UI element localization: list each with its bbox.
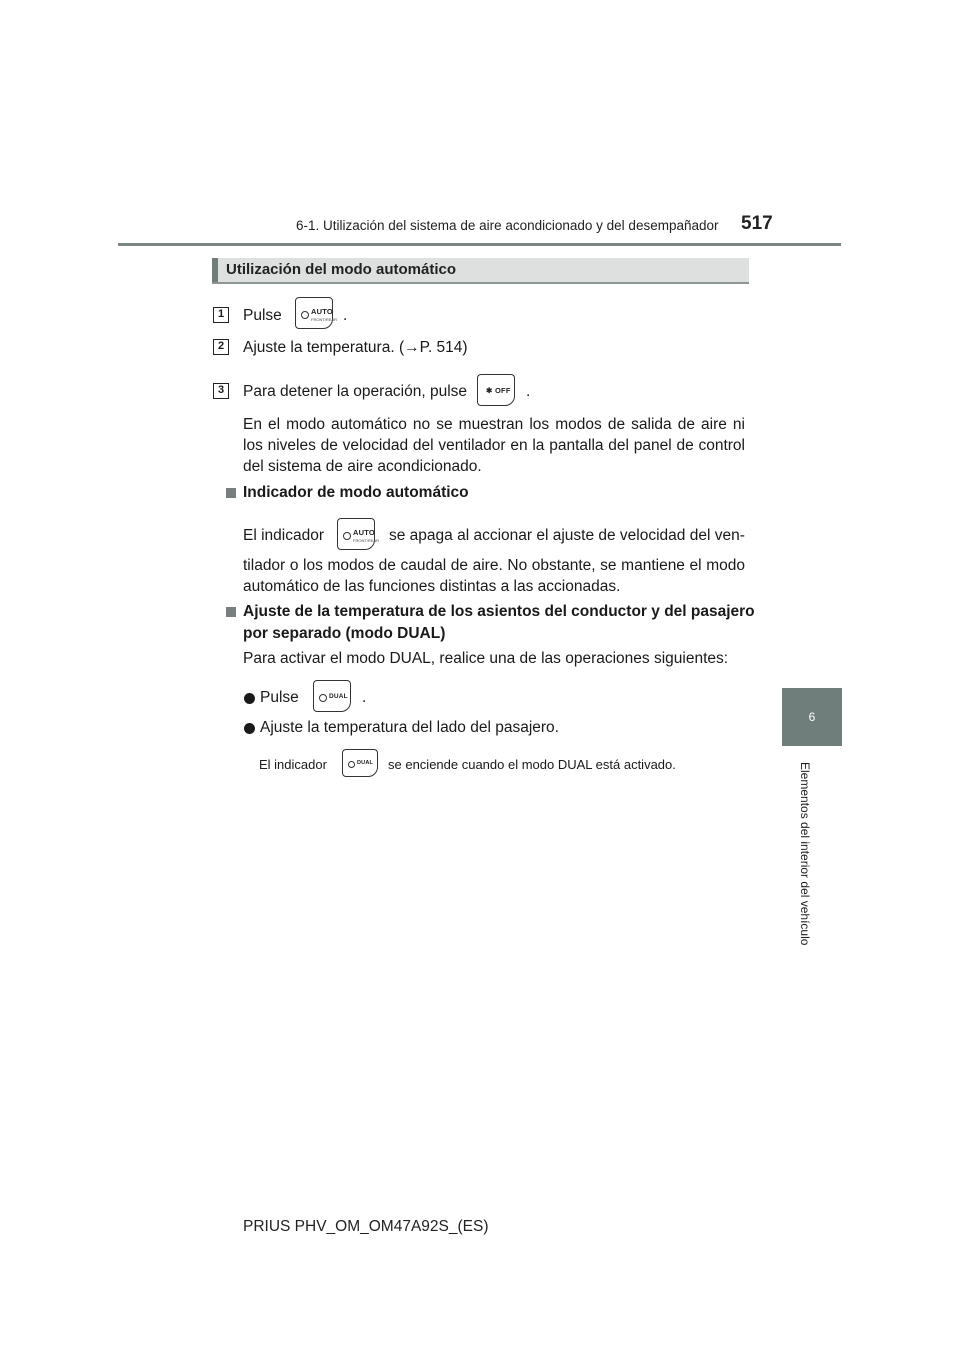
indicator-light-icon bbox=[319, 694, 327, 702]
note-1-line1-start: El indicador bbox=[243, 527, 324, 544]
bullet-1-text: Pulse bbox=[260, 689, 299, 706]
indicator-light-icon bbox=[301, 311, 309, 319]
chapter-tab: 6 bbox=[782, 688, 842, 746]
footnote-end: se enciende cuando el modo DUAL está activado. bbox=[388, 757, 676, 772]
step-1-number: 1 bbox=[213, 307, 229, 323]
dual-button-icon: DUAL bbox=[313, 680, 351, 712]
footnote-start: El indicador bbox=[259, 757, 327, 772]
running-header: 6-1. Utilización del sistema de aire acondicionado y del desempañador bbox=[296, 218, 719, 233]
step-2-number: 2 bbox=[213, 339, 229, 355]
note-2-body: Para activar el modo DUAL, realice una de las operaciones siguientes: bbox=[243, 650, 729, 667]
step-2-text: Ajuste la temperatura. (→P. 514) bbox=[243, 339, 468, 356]
step-1-period: . bbox=[343, 307, 348, 324]
chapter-title: Elementos del interior del vehículo bbox=[798, 762, 812, 946]
note-1-line1-end: se apaga al accionar el ajuste de velocidad del ven- bbox=[389, 527, 745, 544]
bullet-icon bbox=[244, 723, 255, 734]
step-3-text: Para detener la operación, pulse bbox=[243, 383, 468, 400]
step-3-number: 3 bbox=[213, 383, 229, 399]
section-heading-bar bbox=[212, 258, 218, 282]
step-1-text: Pulse bbox=[243, 307, 282, 324]
fan-icon: ✱ bbox=[486, 386, 493, 395]
intro-paragraph: En el modo automático no se muestran los modos de salida de aire ni los niveles de velocidad del ventilador en la pantalla del panel de control del sistema de aire acondicionado. bbox=[243, 416, 745, 475]
section-heading-text: Utilización del modo automático bbox=[226, 261, 457, 278]
bullet-1-period: . bbox=[362, 689, 367, 706]
note-1-title: Indicador de modo automático bbox=[243, 484, 469, 501]
auto-button-icon: AUTO FRONT/REAR bbox=[337, 518, 375, 550]
step-3-period: . bbox=[526, 383, 531, 400]
page-number: 517 bbox=[741, 213, 773, 234]
section-heading bbox=[212, 258, 749, 284]
note-marker bbox=[226, 488, 236, 498]
note-1-body: tilador o los modos de caudal de aire. No obstante, se mantiene el modo automático de las funciones distintas a las accionadas. bbox=[243, 557, 745, 595]
document-footer: PRIUS PHV_OM_OM47A92S_(ES) bbox=[243, 1218, 489, 1235]
bullet-2-text: Ajuste la temperatura del lado del pasajero. bbox=[260, 719, 559, 736]
note-marker bbox=[226, 607, 236, 617]
header-rule bbox=[118, 243, 841, 246]
note-2-title-line2: por separado (modo DUAL) bbox=[243, 625, 446, 642]
auto-button-icon: AUTO FRONT/REAR bbox=[295, 297, 333, 329]
fan-off-button-icon: ✱ OFF bbox=[477, 374, 515, 406]
dual-button-icon: DUAL bbox=[342, 749, 378, 777]
note-2-title-line1: Ajuste de la temperatura de los asientos del conductor y del pasajero bbox=[243, 603, 755, 620]
indicator-light-icon bbox=[348, 761, 355, 768]
bullet-icon bbox=[244, 693, 255, 704]
indicator-light-icon bbox=[343, 532, 351, 540]
